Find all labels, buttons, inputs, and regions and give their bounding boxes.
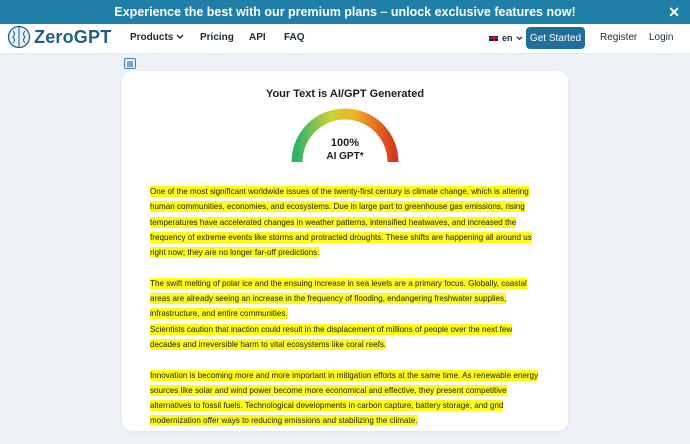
login-link[interactable]: Login <box>649 32 674 43</box>
top-navbar <box>0 24 690 54</box>
uk-flag-icon <box>488 35 499 42</box>
highlighted-text: Scientists caution that inaction could result in the displacement of millions of people over the next few decades and irreversible harm to vital ecosystems like coral reefs. <box>150 324 513 349</box>
paragraph <box>150 276 544 322</box>
close-icon[interactable]: ✕ <box>668 4 680 20</box>
chevron-down-icon <box>516 36 523 41</box>
brain-icon <box>7 25 31 49</box>
paragraph <box>150 184 544 260</box>
get-started-button[interactable]: Get Started <box>526 27 585 49</box>
nav-api[interactable]: API <box>249 32 266 43</box>
highlighted-text: Innovation is becoming more and more important in mitigation efforts at the same time. As renewable energy sources like solar and wind power become more economical and effective, they present competitive alternatives to fossil fuels. Technological developments in carbon capture, battery storage, and grid modernization offer ways to reducing emissions and stabilizing the climate. <box>150 370 539 426</box>
language-label: en <box>502 33 513 43</box>
paragraph <box>150 368 544 429</box>
result-title: Your Text is AI/GPT Generated <box>265 88 425 100</box>
highlighted-text: One of the most significant worldwide issues of the twenty-first century is climate change, which is altering human communities, economies, and ecosystems. Due in large part to greenhouse gas emissions, rising temperatures have accelerated changes in weather patterns, intensified heatwaves, and increased the frequency of extreme events like storms and protracted droughts. These shifts are happening all around us right now; they are no longer far-off predictions. <box>150 187 532 258</box>
brand-name: ZeroGPT <box>34 26 112 47</box>
register-link[interactable]: Register <box>600 32 638 43</box>
brand-logo[interactable] <box>7 25 111 49</box>
nav-pricing[interactable]: Pricing <box>200 32 234 43</box>
nav-faq[interactable]: FAQ <box>284 32 305 43</box>
ai-label: AI GPT* <box>326 151 364 162</box>
language-selector[interactable] <box>488 33 523 43</box>
promo-text: Experience the best with our premium plans – unlock exclusive features now! <box>114 5 576 19</box>
nav-products-label: Products <box>130 32 174 43</box>
paragraph <box>150 322 544 353</box>
ai-percentage: 100% <box>330 137 360 149</box>
analyzed-text <box>150 184 544 444</box>
promo-banner <box>0 0 690 24</box>
sidebar-toggle-icon[interactable]: ▤ <box>124 58 136 69</box>
result-card <box>122 71 568 431</box>
highlighted-text: The swift melting of polar ice and the ensuing increase in sea levels are a primary focus. Globally, coastal areas are already seeing an increase in the frequency of flooding, endangering freshwater supplies, infrastructure, and entire communities. <box>150 278 527 319</box>
chevron-down-icon <box>176 34 184 40</box>
nav-products[interactable] <box>130 32 184 43</box>
